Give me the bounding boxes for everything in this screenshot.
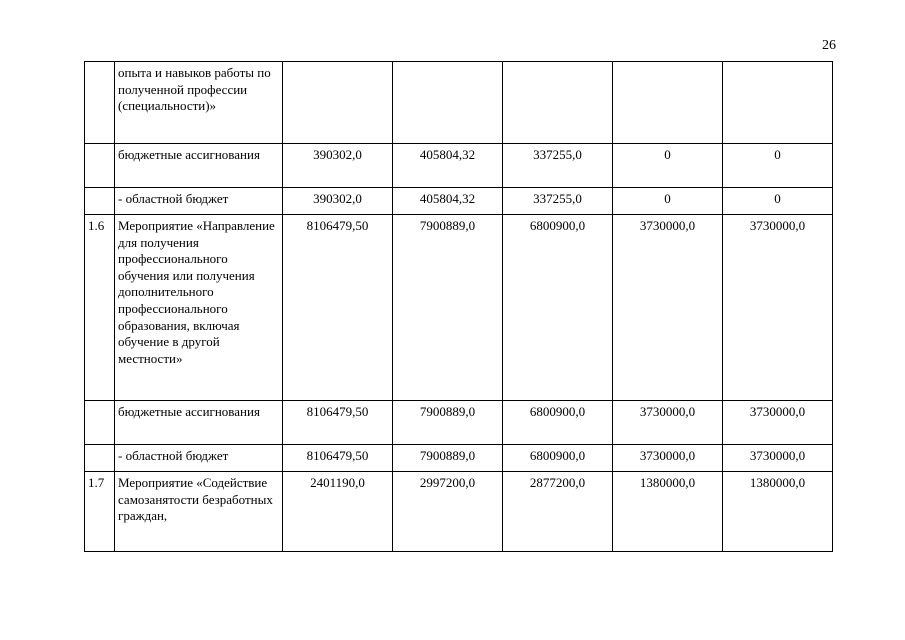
value-cell: 7900889,0 [393,401,503,445]
table-row [85,144,833,188]
table-row [85,215,833,401]
value-cell: 7900889,0 [393,215,503,401]
value-cell: 3730000,0 [723,445,833,472]
value-cell: 0 [613,188,723,215]
value-cell: 3730000,0 [723,215,833,401]
table-row [85,188,833,215]
value-cell: 0 [723,144,833,188]
value-cell: 6800900,0 [503,401,613,445]
value-cell [393,62,503,144]
value-cell: 1380000,0 [613,472,723,552]
row-index-cell: 1.7 [85,472,115,552]
row-index-cell [85,144,115,188]
value-cell: 7900889,0 [393,445,503,472]
value-cell: 0 [723,188,833,215]
value-cell: 337255,0 [503,188,613,215]
value-cell: 405804,32 [393,144,503,188]
page-number: 26 [822,38,836,53]
table-row [85,401,833,445]
value-cell: 8106479,50 [283,445,393,472]
budget-table [84,61,833,552]
value-cell: 6800900,0 [503,215,613,401]
value-cell [723,62,833,144]
row-index-cell [85,445,115,472]
value-cell: 2997200,0 [393,472,503,552]
row-description-cell: бюджетные ассигнования [115,401,283,445]
value-cell: 3730000,0 [723,401,833,445]
table-row [85,62,833,144]
value-cell: 8106479,50 [283,215,393,401]
value-cell: 6800900,0 [503,445,613,472]
row-description-cell: - областной бюджет [115,188,283,215]
row-description-cell: бюджетные ассигнования [115,144,283,188]
value-cell: 3730000,0 [613,445,723,472]
value-cell: 405804,32 [393,188,503,215]
value-cell: 0 [613,144,723,188]
value-cell: 390302,0 [283,144,393,188]
value-cell: 8106479,50 [283,401,393,445]
row-description-cell: Мероприятие «Направление для получения профессионального обучения или получения дополнительного профессионального образования, включая обучение в другой местности» [115,215,283,401]
table-row [85,445,833,472]
row-description-cell: опыта и навыков работы по полученной профессии (специальности)» [115,62,283,144]
row-description-cell: - областной бюджет [115,445,283,472]
value-cell [283,62,393,144]
value-cell: 2877200,0 [503,472,613,552]
row-index-cell: 1.6 [85,215,115,401]
value-cell: 390302,0 [283,188,393,215]
value-cell: 3730000,0 [613,215,723,401]
table-row [85,472,833,552]
value-cell: 1380000,0 [723,472,833,552]
row-index-cell [85,401,115,445]
value-cell: 3730000,0 [613,401,723,445]
value-cell [613,62,723,144]
value-cell: 2401190,0 [283,472,393,552]
row-description-cell: Мероприятие «Содействие самозанятости безработных граждан, [115,472,283,552]
value-cell [503,62,613,144]
row-index-cell [85,62,115,144]
row-index-cell [85,188,115,215]
value-cell: 337255,0 [503,144,613,188]
